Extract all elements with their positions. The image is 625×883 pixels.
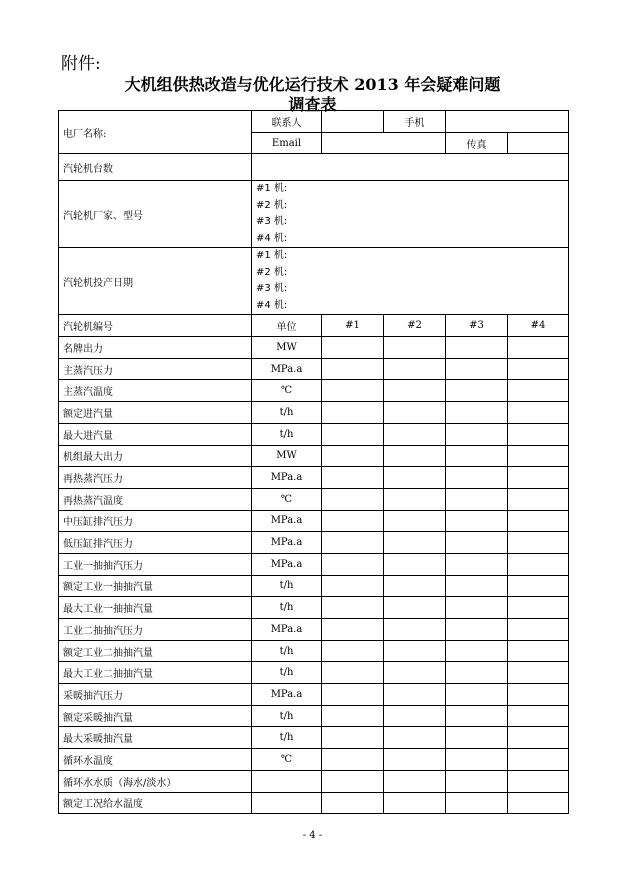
- table-row: [59, 358, 569, 380]
- param-value-unit-2[interactable]: [384, 619, 446, 641]
- param-unit: [252, 792, 322, 814]
- param-value-unit-1[interactable]: [322, 445, 384, 467]
- page-number: - 4 -: [302, 830, 323, 841]
- param-name: 工业二抽抽汽压力: [59, 619, 252, 641]
- param-unit: MPa.a: [252, 684, 322, 706]
- param-value-unit-3[interactable]: [446, 705, 508, 727]
- param-name: 低压缸排汽压力: [59, 532, 252, 554]
- param-name: 循环水温度: [59, 749, 252, 771]
- table-row: [59, 684, 569, 706]
- param-unit: t/h: [252, 640, 322, 662]
- email-field[interactable]: [322, 132, 446, 154]
- table-row: [59, 380, 569, 402]
- param-unit: MW: [252, 337, 322, 359]
- manufacturer-unit-4: #4 机:: [256, 232, 288, 244]
- param-value-unit-2[interactable]: [384, 510, 446, 532]
- param-value-unit-4[interactable]: [508, 792, 569, 814]
- param-value-unit-3[interactable]: [446, 684, 508, 706]
- table-row: [59, 445, 569, 467]
- param-name: 中压缸排汽压力: [59, 510, 252, 532]
- param-value-unit-3[interactable]: [446, 770, 508, 792]
- param-value-unit-3[interactable]: [446, 532, 508, 554]
- param-value-unit-3[interactable]: [446, 619, 508, 641]
- contact-person-field[interactable]: [322, 111, 384, 133]
- param-value-unit-2[interactable]: [384, 445, 446, 467]
- param-header-col-4: #4: [508, 315, 569, 337]
- param-unit: MPa.a: [252, 358, 322, 380]
- param-value-unit-3[interactable]: [446, 640, 508, 662]
- param-value-unit-4[interactable]: [508, 445, 569, 467]
- param-value-unit-2[interactable]: [384, 553, 446, 575]
- param-value-unit-4[interactable]: [508, 380, 569, 402]
- param-unit: [252, 770, 322, 792]
- param-value-unit-2[interactable]: [384, 597, 446, 619]
- param-unit: MPa.a: [252, 532, 322, 554]
- param-value-unit-1[interactable]: [322, 662, 384, 684]
- param-name: 最大工业一抽抽汽量: [59, 597, 252, 619]
- param-value-unit-1[interactable]: [322, 358, 384, 380]
- param-value-unit-3[interactable]: [446, 337, 508, 359]
- param-header-col-1: #1: [322, 315, 384, 337]
- param-value-unit-1[interactable]: [322, 575, 384, 597]
- param-value-unit-4[interactable]: [508, 662, 569, 684]
- param-header-unit: 单位: [252, 315, 322, 337]
- param-unit: MW: [252, 445, 322, 467]
- param-name: 主蒸汽压力: [59, 358, 252, 380]
- turbine-count-label: 汽轮机台数: [59, 154, 252, 181]
- param-unit: t/h: [252, 727, 322, 749]
- table-row: [59, 597, 569, 619]
- param-name: 采暖抽汽压力: [59, 684, 252, 706]
- attachment-label: 附件:: [61, 54, 101, 74]
- email-label: Email: [252, 132, 322, 154]
- table-row: [59, 510, 569, 532]
- param-value-unit-1[interactable]: [322, 532, 384, 554]
- param-value-unit-2[interactable]: [384, 575, 446, 597]
- param-name: 额定进汽量: [59, 402, 252, 424]
- param-name: 额定工况给水温度: [59, 792, 252, 814]
- param-name: 工业一抽抽汽压力: [59, 553, 252, 575]
- param-name: 最大进汽量: [59, 423, 252, 445]
- mobile-field[interactable]: [446, 111, 569, 133]
- param-value-unit-4[interactable]: [508, 597, 569, 619]
- table-row: [59, 640, 569, 662]
- param-value-unit-4[interactable]: [508, 402, 569, 424]
- plant-name-label: 电厂名称:: [59, 111, 252, 154]
- param-value-unit-1[interactable]: [322, 553, 384, 575]
- commission-unit-1: #1 机:: [256, 250, 288, 262]
- param-value-unit-4[interactable]: [508, 640, 569, 662]
- param-value-unit-1[interactable]: [322, 510, 384, 532]
- param-unit: ℃: [252, 380, 322, 402]
- param-name: 名牌出力: [59, 337, 252, 359]
- mobile-label: 手机: [384, 111, 446, 133]
- commission-unit-4: #4 机:: [256, 299, 288, 311]
- param-value-unit-1[interactable]: [322, 402, 384, 424]
- param-name: 额定工业一抽抽汽量: [59, 575, 252, 597]
- param-unit: MPa.a: [252, 467, 322, 489]
- manufacturer-label: 汽轮机厂家、型号: [59, 181, 252, 248]
- param-value-unit-1[interactable]: [322, 640, 384, 662]
- manufacturer-unit-3: #3 机:: [256, 216, 288, 228]
- param-value-unit-4[interactable]: [508, 423, 569, 445]
- param-value-unit-1[interactable]: [322, 380, 384, 402]
- param-value-unit-4[interactable]: [508, 358, 569, 380]
- param-value-unit-4[interactable]: [508, 749, 569, 771]
- param-value-unit-3[interactable]: [446, 597, 508, 619]
- param-value-unit-4[interactable]: [508, 770, 569, 792]
- param-value-unit-1[interactable]: [322, 770, 384, 792]
- param-value-unit-2[interactable]: [384, 640, 446, 662]
- param-unit: t/h: [252, 597, 322, 619]
- param-name: 再热蒸汽温度: [59, 488, 252, 510]
- commission-date-field[interactable]: [252, 248, 569, 315]
- param-value-unit-3[interactable]: [446, 792, 508, 814]
- param-value-unit-4[interactable]: [508, 510, 569, 532]
- param-unit: t/h: [252, 705, 322, 727]
- param-value-unit-4[interactable]: [508, 684, 569, 706]
- table-row: [59, 770, 569, 792]
- manufacturer-field[interactable]: [252, 181, 569, 248]
- commission-unit-2: #2 机:: [256, 266, 288, 278]
- param-value-unit-1[interactable]: [322, 727, 384, 749]
- param-value-unit-4[interactable]: [508, 705, 569, 727]
- param-value-unit-2[interactable]: [384, 684, 446, 706]
- fax-label: 传真: [446, 132, 508, 154]
- param-name: 额定工业二抽抽汽量: [59, 640, 252, 662]
- param-unit: ℃: [252, 749, 322, 771]
- manufacturer-unit-2: #2 机:: [256, 199, 288, 211]
- param-header-col-2: #2: [384, 315, 446, 337]
- param-name: 再热蒸汽压力: [59, 467, 252, 489]
- param-value-unit-3[interactable]: [446, 423, 508, 445]
- param-value-unit-1[interactable]: [322, 619, 384, 641]
- param-header-label: 汽轮机编号: [59, 315, 252, 337]
- param-value-unit-3[interactable]: [446, 488, 508, 510]
- param-rows: [59, 337, 569, 814]
- manufacturer-unit-1: #1 机:: [256, 183, 288, 195]
- table-row: [59, 705, 569, 727]
- turbine-count-field[interactable]: [252, 154, 569, 181]
- table-row: [59, 423, 569, 445]
- param-value-unit-2[interactable]: [384, 749, 446, 771]
- param-value-unit-2[interactable]: [384, 423, 446, 445]
- param-unit: MPa.a: [252, 553, 322, 575]
- table-row: [59, 532, 569, 554]
- param-value-unit-4[interactable]: [508, 488, 569, 510]
- param-value-unit-4[interactable]: [508, 619, 569, 641]
- param-unit: t/h: [252, 575, 322, 597]
- param-value-unit-2[interactable]: [384, 705, 446, 727]
- param-value-unit-2[interactable]: [384, 662, 446, 684]
- param-value-unit-2[interactable]: [384, 467, 446, 489]
- param-name: 主蒸汽温度: [59, 380, 252, 402]
- param-value-unit-4[interactable]: [508, 532, 569, 554]
- param-value-unit-2[interactable]: [384, 337, 446, 359]
- param-value-unit-2[interactable]: [384, 727, 446, 749]
- table-row: [59, 337, 569, 359]
- fax-field[interactable]: [508, 132, 569, 154]
- param-name: 最大工业二抽抽汽量: [59, 662, 252, 684]
- param-value-unit-1[interactable]: [322, 337, 384, 359]
- commission-unit-3: #3 机:: [256, 283, 288, 295]
- param-value-unit-3[interactable]: [446, 402, 508, 424]
- contact-person-label: 联系人: [252, 111, 322, 133]
- param-value-unit-2[interactable]: [384, 358, 446, 380]
- param-value-unit-1[interactable]: [322, 792, 384, 814]
- param-value-unit-2[interactable]: [384, 770, 446, 792]
- param-value-unit-3[interactable]: [446, 727, 508, 749]
- table-row: [59, 619, 569, 641]
- param-value-unit-4[interactable]: [508, 467, 569, 489]
- param-name: 最大采暖抽汽量: [59, 727, 252, 749]
- param-unit: MPa.a: [252, 510, 322, 532]
- param-value-unit-4[interactable]: [508, 337, 569, 359]
- table-row: [59, 488, 569, 510]
- param-value-unit-2[interactable]: [384, 402, 446, 424]
- param-value-unit-2[interactable]: [384, 792, 446, 814]
- param-value-unit-1[interactable]: [322, 749, 384, 771]
- param-unit: t/h: [252, 402, 322, 424]
- param-value-unit-3[interactable]: [446, 749, 508, 771]
- table-row: [59, 662, 569, 684]
- param-value-unit-2[interactable]: [384, 380, 446, 402]
- param-unit: MPa.a: [252, 619, 322, 641]
- param-name: 机组最大出力: [59, 445, 252, 467]
- param-value-unit-1[interactable]: [322, 467, 384, 489]
- param-value-unit-3[interactable]: [446, 380, 508, 402]
- param-unit: t/h: [252, 423, 322, 445]
- param-value-unit-2[interactable]: [384, 488, 446, 510]
- table-row: [59, 749, 569, 771]
- table-row: [59, 575, 569, 597]
- param-value-unit-4[interactable]: [508, 553, 569, 575]
- page-subtitle: 调查表: [288, 95, 337, 114]
- param-value-unit-3[interactable]: [446, 445, 508, 467]
- table-row: [59, 792, 569, 814]
- param-value-unit-3[interactable]: [446, 510, 508, 532]
- survey-table: [58, 110, 569, 814]
- param-value-unit-3[interactable]: [446, 662, 508, 684]
- param-name: 额定采暖抽汽量: [59, 705, 252, 727]
- table-row: [59, 727, 569, 749]
- param-value-unit-1[interactable]: [322, 423, 384, 445]
- param-value-unit-3[interactable]: [446, 553, 508, 575]
- param-value-unit-3[interactable]: [446, 575, 508, 597]
- param-unit: ℃: [252, 488, 322, 510]
- param-unit: t/h: [252, 662, 322, 684]
- param-value-unit-3[interactable]: [446, 358, 508, 380]
- param-value-unit-4[interactable]: [508, 575, 569, 597]
- param-header-col-3: #3: [446, 315, 508, 337]
- param-value-unit-1[interactable]: [322, 684, 384, 706]
- table-row: [59, 553, 569, 575]
- param-value-unit-1[interactable]: [322, 597, 384, 619]
- commission-date-label: 汽轮机投产日期: [59, 248, 252, 315]
- param-value-unit-3[interactable]: [446, 467, 508, 489]
- param-value-unit-4[interactable]: [508, 727, 569, 749]
- page-title: 大机组供热改造与优化运行技术 2013 年会疑难问题: [124, 75, 501, 94]
- param-name: 循环水水质（海水/淡水）: [59, 770, 252, 792]
- table-row: [59, 402, 569, 424]
- param-value-unit-1[interactable]: [322, 705, 384, 727]
- table-row: [59, 467, 569, 489]
- param-value-unit-1[interactable]: [322, 488, 384, 510]
- param-value-unit-2[interactable]: [384, 532, 446, 554]
